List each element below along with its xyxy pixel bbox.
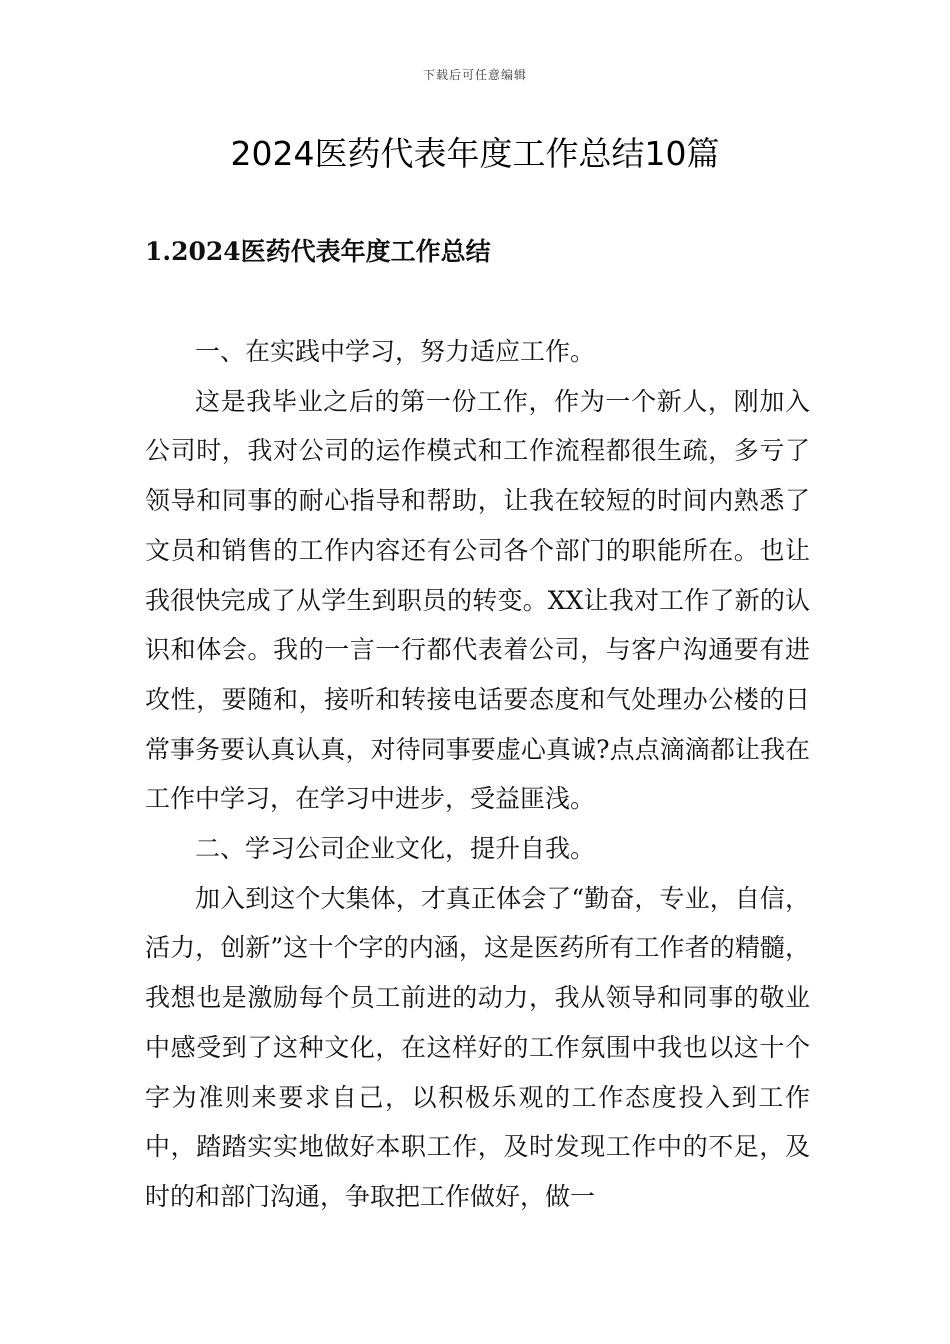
subheading-paragraph: 一、在实践中学习，努力适应工作。 bbox=[195, 337, 596, 366]
subheading-paragraph: 二、学习公司企业文化，提升自我。 bbox=[195, 834, 596, 864]
body-paragraph: 加入到这个大集体，才真正体会了“勤奋，专业，自信，活力，创新”这十个字的内涵，这是医药所有工作者的精髓，我想也是激励每个员工前进的动力，我从领导和同事的敬业中感受到了这种文化，在这样好的工作氛围中我也以这十个字为准则来要求自己，以积极乐观的工作态度投入到工作中，踏踏实实地做好本职工作，及时发现工作中的不足，及时的和部门沟通，争取把工作做好，做一 bbox=[145, 883, 810, 1211]
document-body bbox=[145, 327, 810, 1222]
body-paragraph: 这是我毕业之后的第一份工作，作为一个新人，刚加入公司时，我对公司的运作模式和工作流程都很生疏，多亏了领导和同事的耐心指导和帮助，让我在较短的时间内熟悉了文员和销售的工作内容还有公司各个部门的职能所在。也让我很快完成了从学生到职员的转变。XX让我对工作了新的认识和体会。我的一言一行都代表着公司，与客户沟通要有进攻性，要随和，接听和转接电话要态度和气处理办公楼的日常事务要认真认真，对待同事要虚心真诚?点点滴滴都让我在工作中学习，在学习中进步，受益匪浅。 bbox=[145, 386, 810, 814]
document-title: 2024医药代表年度工作总结10篇 bbox=[230, 134, 720, 173]
section-heading: 1.2024医药代表年度工作总结 bbox=[145, 237, 491, 266]
header-note: 下载后可任意编辑 bbox=[422, 68, 527, 82]
